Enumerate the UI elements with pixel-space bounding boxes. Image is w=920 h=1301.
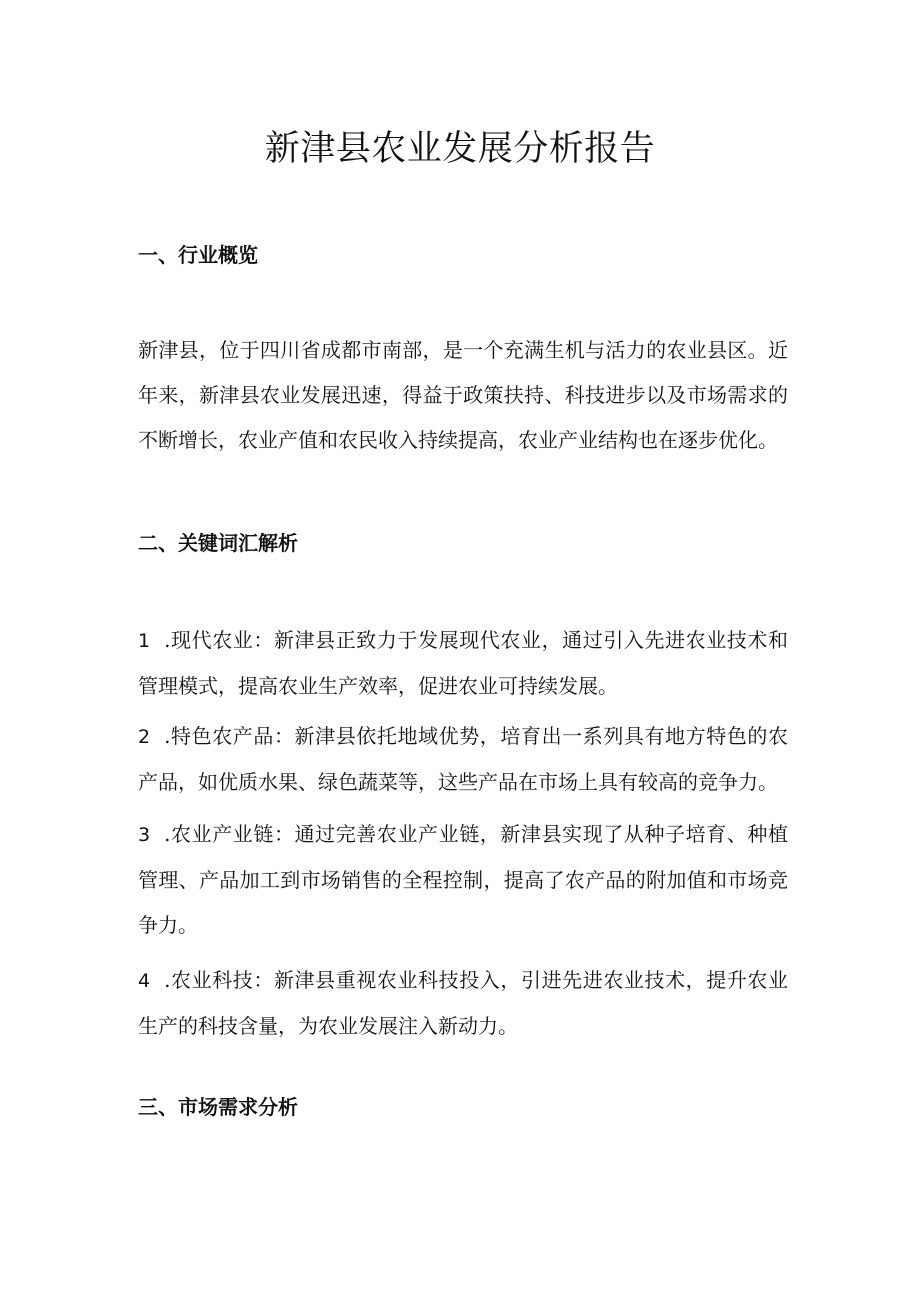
list-item-text: .特色农产品：新津县依托地域优势，培育出一系列具有地方特色的农产品，如优质水果、绿色蔬菜等，这些产品在市场上具有较高的竞争力。 (138, 724, 788, 794)
list-item-number: 2 (138, 726, 151, 748)
list-item-text: .现代农业：新津县正致力于发展现代农业，通过引入先进农业技术和管理模式，提高农业生产效率，促进农业可持续发展。 (138, 628, 788, 698)
section-heading-market-demand: 三、市场需求分析 (138, 1095, 298, 1119)
section-heading-keywords: 二、关键词汇解析 (138, 531, 298, 555)
overview-paragraph: 新津县，位于四川省成都市南部，是一个充满生机与活力的农业县区。近年来，新津县农业发展迅速，得益于政策扶持、科技进步以及市场需求的不断增长，农业产值和农民收入持续提高，农业产业结构也在逐步优化。 (138, 338, 788, 452)
list-item (138, 958, 788, 1049)
list-item-number: 1 (138, 630, 151, 652)
document-title: 新津县农业发展分析报告 (264, 129, 656, 169)
list-item (138, 618, 788, 709)
list-item (138, 714, 788, 805)
list-item (138, 812, 788, 948)
section-heading-overview: 一、行业概览 (138, 243, 258, 267)
list-item-text: .农业科技：新津县重视农业科技投入，引进先进农业技术，提升农业生产的科技含量，为农业发展注入新动力。 (138, 968, 788, 1038)
list-item-text: .农业产业链：通过完善农业产业链，新津县实现了从种子培育、种植管理、产品加工到市场销售的全程控制，提高了农产品的附加值和市场竞争力。 (138, 822, 788, 937)
list-item-number: 3 (138, 824, 151, 846)
list-item-number: 4 (138, 970, 151, 992)
